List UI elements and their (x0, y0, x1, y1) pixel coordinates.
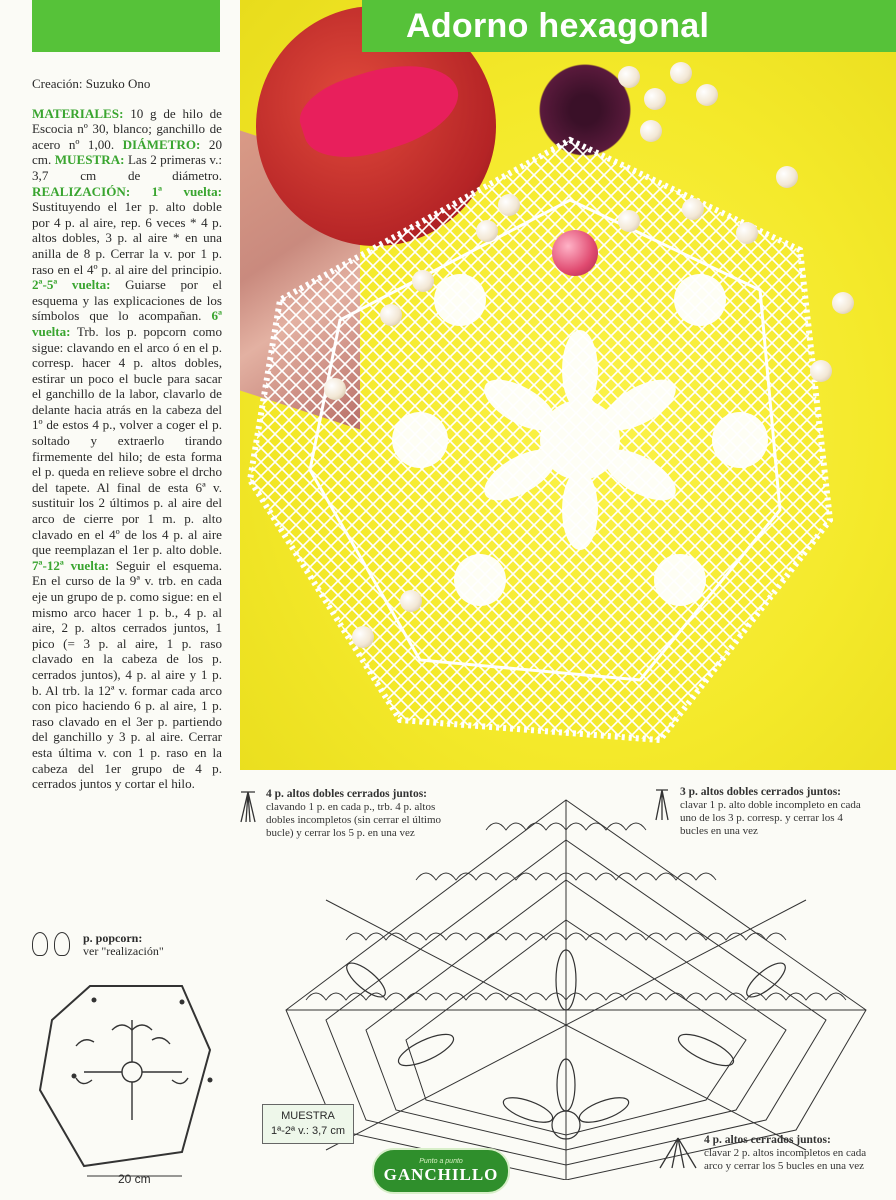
paragraph-materiales (32, 106, 222, 792)
text-vuelta-7-12: Seguir el esquema. En el curso de la 9ª v. trb. en cada eje un grupo de p. como sigue: en el mismo arco hacer 1 p. b., 4 p. al aire, 2 p. altos cerrados juntos, 1 pico (= 3 p. al aire, 1 p. raso clavado en la cabeza de los p. cerrados juntos), 4 p. al aire y 1 p. b. Al trb. la 12ª v. formar cada arco con pico haciendo 6 p. al aire, 1 p. raso clavado en el 3er p. partiendo del ganchillo y 3 p. al aire. Cerrar esta última v. con 1 p. raso en la cabeza del 1er grupo de 4 p. cerrados juntos y cortar el hilo. (32, 557, 222, 792)
pearl (324, 378, 346, 400)
pearl (640, 120, 662, 142)
note-text: clavando 1 p. en cada p., trb. 4 p. altos dobles incompletos (sin cerrar el último bucle) y cerrar los 5 p. en una vez (266, 801, 442, 839)
note-text: clavar 2 p. altos incompletos en cada arco y cerrar los 5 bucles en una vez (704, 1147, 867, 1172)
pearl (696, 84, 718, 106)
pearl (670, 62, 692, 84)
text-muestra: Las 2 primeras v.: 3,7 cm de diámetro. (32, 152, 222, 183)
popcorn-desc: ver "realización" (83, 944, 164, 958)
text-vuelta-2-5: Guiarse por el esquema y las explicaciones de los símbolos que lo acompañan. (32, 277, 223, 324)
sample-title: MUESTRA (281, 1110, 335, 1122)
note-title: 3 p. altos dobles cerrados juntos: (680, 786, 842, 798)
crochet-chart (266, 780, 890, 1180)
note-title: 4 p. altos dobles cerrados juntos: (266, 788, 428, 800)
note-title: 4 p. altos cerrados juntos: (704, 1134, 831, 1146)
pearl (776, 166, 798, 188)
doily-photo (240, 0, 896, 770)
stitch-4-dc-together-icon (238, 790, 258, 824)
keyword-diametro: DIÁMETRO: (122, 136, 201, 152)
text-vuelta-6: Trb. los p. popcorn como sigue: clavando en el arco ó en el p. corresp. hacer 4 p. altos dobles, estirar un poco el bucle para sacar el ganchillo de la labor, clavarlo de delante hacia atrás en la cabeza del 1º de estos 4 p., volver a coger el p. soltado y extraerlo tirando firmemente del hilo; de esta forma el p. queda en relieve sobre el drcho del tapete. Al final de esta 6ª v. sustituir los 2 últimos p. al aire del arco de cierre por 1 m. p. alto clavado en el 4º de los 4 p. al aire que reemplazan el 1er p. alto doble. (32, 323, 222, 558)
pearl (644, 88, 666, 110)
pearl (498, 194, 520, 216)
keyword-realizacion: REALIZACIÓN: 1ª vuelta: (32, 183, 222, 199)
keyword-materiales: MATERIALES: (32, 105, 124, 121)
pearl (352, 626, 374, 648)
pearl (682, 198, 704, 220)
note-text: clavar 1 p. alto doble incompleto en cada uno de los 3 p. corresp. y cerrar los 4 bucles en una vez (680, 799, 861, 837)
title-bar (362, 0, 896, 52)
text-materiales: 10 g de hilo de Escocia nº 30, blanco; ganchillo de acero nº 1,00. (32, 105, 222, 152)
pearl (476, 220, 498, 242)
logo-tagline: Punto a punto (419, 1158, 463, 1165)
keyword-vuelta-6: 6ª vuelta: (32, 308, 222, 339)
keyword-vuelta-7-12: 7ª-12ª vuelta: (32, 557, 110, 573)
pearl (618, 66, 640, 88)
pearl (618, 210, 640, 232)
popcorn-label: p. popcorn: (83, 931, 143, 945)
instructions-column (32, 76, 222, 792)
credit-line: Creación: Suzuko Ono (32, 76, 151, 91)
pearl (810, 360, 832, 382)
pearl (400, 590, 422, 612)
pink-bead (552, 230, 598, 276)
keyword-vuelta-2-5: 2ª-5ª vuelta: (32, 277, 111, 293)
pearl (412, 270, 434, 292)
logo-name: GANCHILLO (383, 1165, 499, 1184)
page-title: Adorno hexagonal (406, 6, 710, 45)
pearl (380, 304, 402, 326)
keyword-muestra: MUESTRA: (54, 152, 125, 168)
popcorn-stitch-icon (32, 932, 48, 956)
text-realizacion: Sustituyendo el 1er p. alto doble por 4 p. al aire, rep. 6 veces * 4 p. altos dobles, 3 p. al aire * en una anilla de 8 p. Cerrar la v. por 1 p. raso en el 4º p. al aire del principio. (32, 199, 222, 277)
popcorn-legend (32, 932, 232, 958)
pearl (832, 292, 854, 314)
pearl (736, 222, 758, 244)
sample-box (262, 1104, 354, 1144)
ganchillo-logo (372, 1148, 510, 1194)
header-accent-bar (32, 0, 220, 52)
sample-size: 1ª-2ª v.: 3,7 cm (271, 1125, 345, 1137)
popcorn-stitch-icon (54, 932, 70, 956)
hexagon-layout-diagram (32, 980, 232, 1180)
dimension-label: 20 cm (118, 1172, 151, 1186)
text-diametro: 20 cm. (32, 136, 222, 168)
